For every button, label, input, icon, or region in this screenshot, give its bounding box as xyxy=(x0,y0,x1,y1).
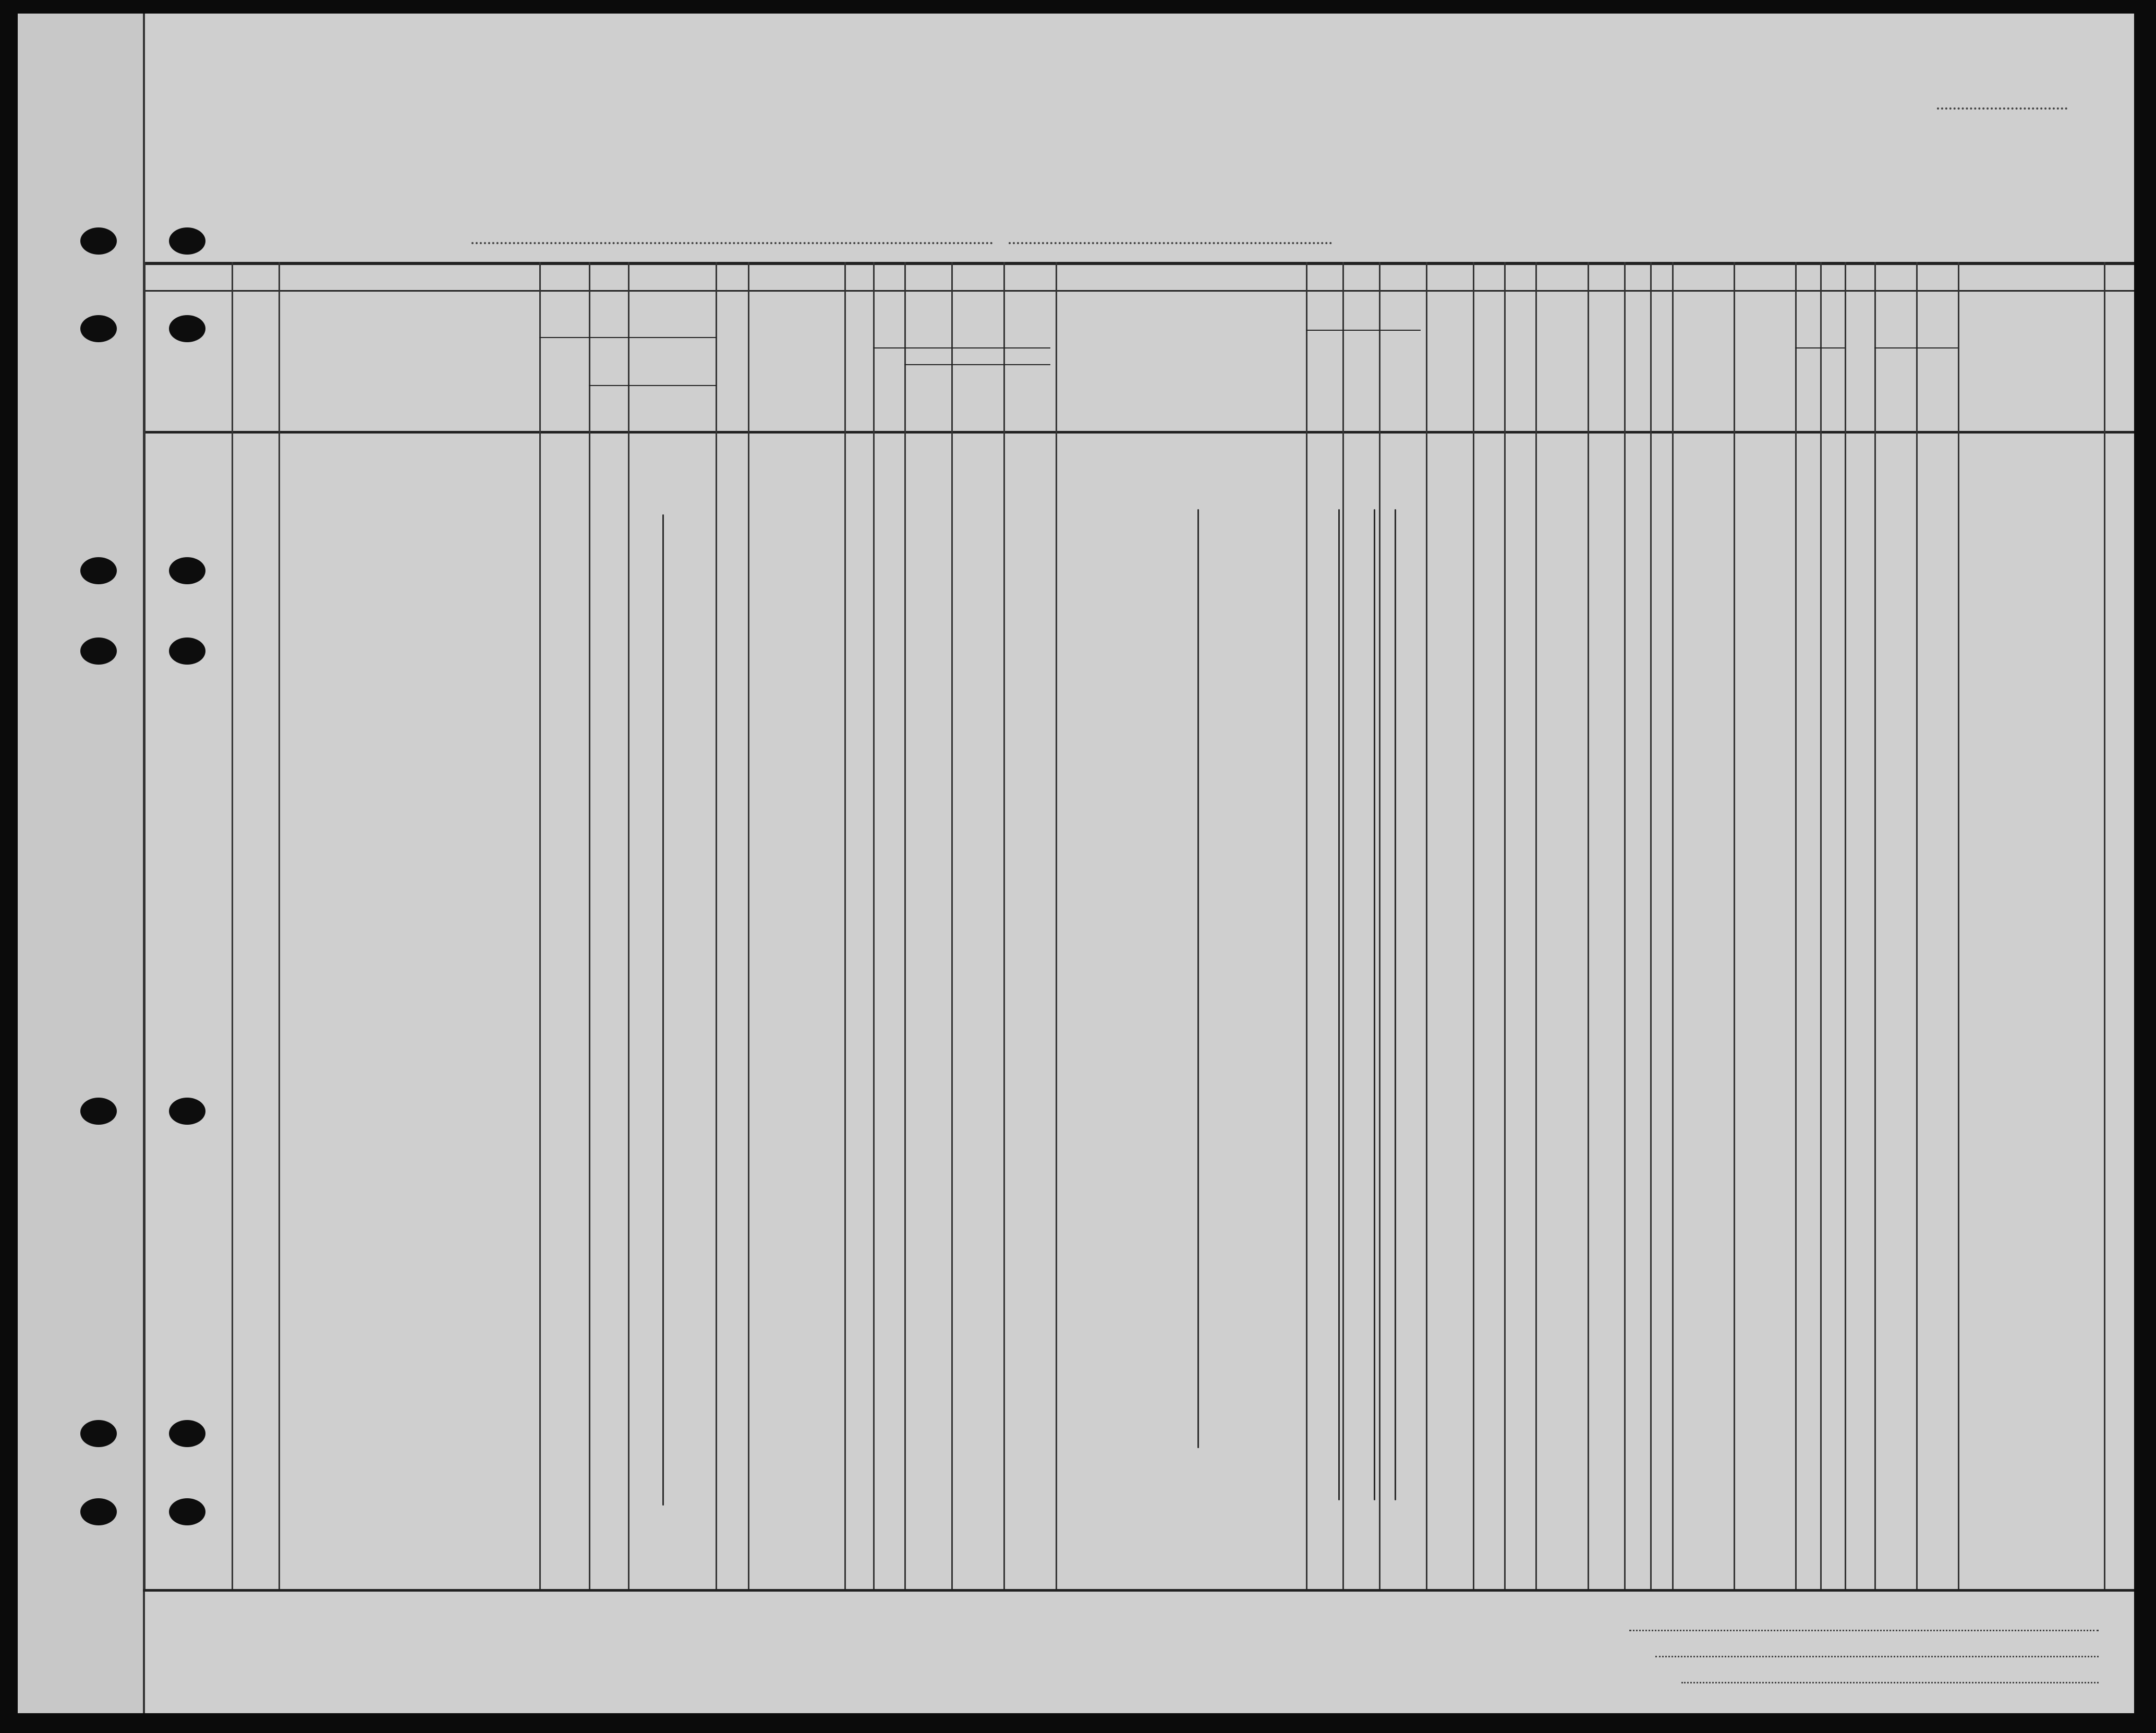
column-rule xyxy=(539,262,541,1589)
punch-hole xyxy=(80,1098,117,1125)
column-rule xyxy=(1795,262,1797,1589)
column-rule xyxy=(1473,262,1474,1589)
list-dotline xyxy=(1937,107,2067,110)
punch-hole xyxy=(169,1498,205,1525)
column-rule xyxy=(1672,262,1674,1589)
ditto-stroke xyxy=(1197,509,1199,1448)
punch-hole xyxy=(80,1420,117,1447)
column-rule xyxy=(2104,262,2105,1589)
punch-hole xyxy=(80,1498,117,1525)
rule xyxy=(1306,330,1421,331)
ditto-stroke xyxy=(1374,509,1375,1500)
ditto-stroke xyxy=(1338,509,1340,1500)
column-rule xyxy=(716,262,717,1589)
column-rule xyxy=(232,262,233,1589)
punch-hole xyxy=(169,557,205,584)
rule xyxy=(589,385,717,386)
punch-hole xyxy=(80,637,117,665)
punch-hole xyxy=(80,315,117,342)
column-rule xyxy=(1874,262,1876,1589)
column-rule xyxy=(1624,262,1626,1589)
date-dotline xyxy=(1009,242,1332,244)
column-rule xyxy=(748,262,749,1589)
column-rule xyxy=(844,262,846,1589)
column-rule xyxy=(628,262,629,1589)
punch-hole xyxy=(169,1420,205,1447)
rule xyxy=(873,347,1050,348)
column-rule xyxy=(1003,262,1005,1589)
footer-dotline xyxy=(1681,1682,2099,1683)
column-rule xyxy=(589,262,590,1589)
port-dotline xyxy=(471,242,993,244)
manifest-sheet xyxy=(18,14,2134,1713)
ditto-stroke xyxy=(1395,509,1396,1500)
column-rule xyxy=(951,262,953,1589)
column-rule xyxy=(1342,262,1344,1589)
column-rule xyxy=(1958,262,1959,1589)
column-rule xyxy=(1845,262,1846,1589)
column-rule xyxy=(904,262,906,1589)
column-rule xyxy=(1306,262,1307,1589)
table-top-border xyxy=(143,262,2134,265)
table-bottom-border xyxy=(143,1589,2134,1592)
punch-hole xyxy=(80,227,117,255)
left-page-fragment xyxy=(18,14,145,1713)
column-rule xyxy=(1734,262,1735,1589)
header-bottom-rule xyxy=(143,431,2134,434)
column-rule xyxy=(1588,262,1589,1589)
punch-hole xyxy=(169,315,205,342)
column-rule xyxy=(1056,262,1057,1589)
table-left-border xyxy=(143,262,146,1589)
punch-hole xyxy=(169,637,205,665)
footer-dotline xyxy=(1629,1630,2099,1631)
column-rule xyxy=(1916,262,1918,1589)
punch-hole xyxy=(169,227,205,255)
rule xyxy=(904,364,1050,365)
footer-dotline xyxy=(1655,1656,2099,1657)
rule xyxy=(1795,347,1845,348)
rule xyxy=(1874,347,1958,348)
column-number-rule xyxy=(143,290,2134,292)
column-rule xyxy=(1379,262,1380,1589)
column-rule xyxy=(1535,262,1537,1589)
column-rule xyxy=(1820,262,1822,1589)
column-rule xyxy=(1426,262,1427,1589)
column-rule xyxy=(1650,262,1652,1589)
punch-hole xyxy=(169,1098,205,1125)
column-rule xyxy=(1504,262,1506,1589)
ditto-stroke xyxy=(662,514,664,1506)
column-rule xyxy=(873,262,875,1589)
rule xyxy=(539,337,717,338)
punch-hole xyxy=(80,557,117,584)
column-rule xyxy=(278,262,280,1589)
